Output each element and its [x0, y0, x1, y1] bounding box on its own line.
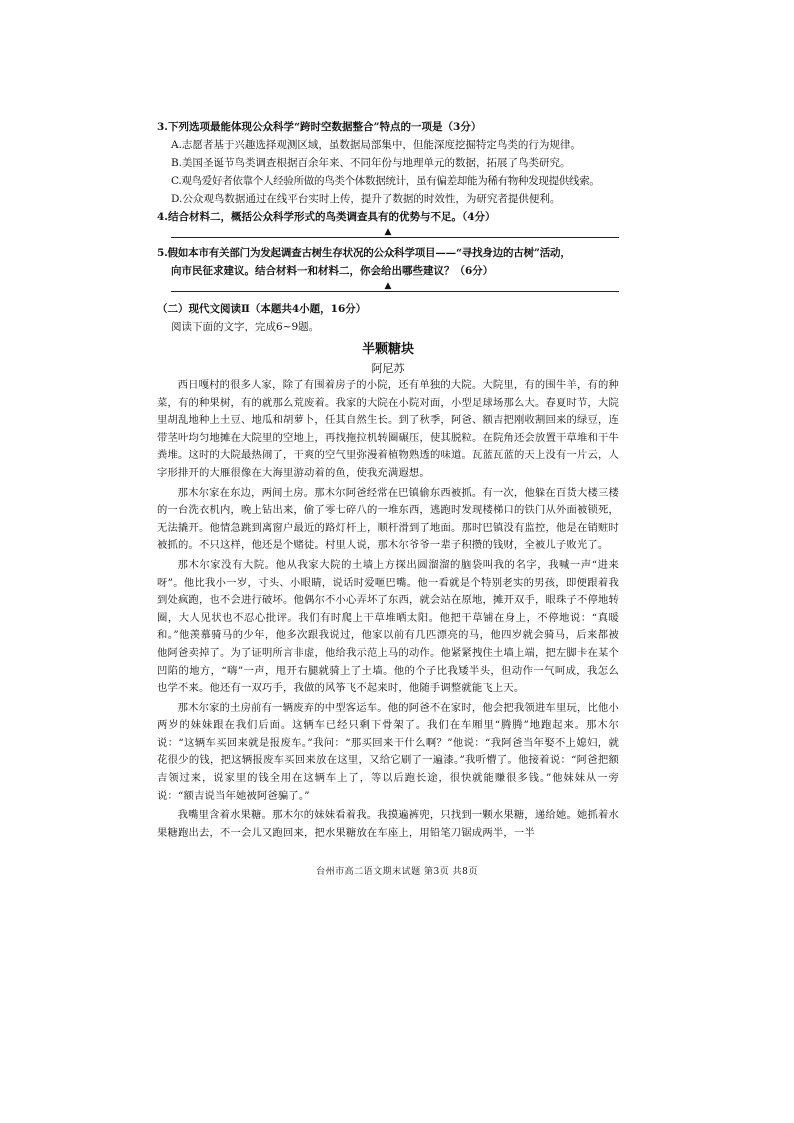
article-paragraph-4: 那木尔家的土房前有一辆废弃的中型客运车。他的阿爸不在家时，他会把我领进车里玩，比他小两岁的妹妹跟在我们后面。这辆车已经只剩下骨架了。我们在车厢里“腾腾”地跑起来。那木尔说：“这辆车买回来就是报废车。”我问：“那买回来干什么啊？”他说：“我阿爸当年娶不上媳妇，就花很少的钱，把这辆报废车买回来放在这里，又给它刷了一遍漆。”我听懵了。他接着说：“阿爸把额吉领过来，说家里的钱全用在这辆车上了，等以后跑长途，很快就能赚很多钱。”他妹妹从一旁说：“额吉说当年她被阿爸骗了。” — [157, 701, 619, 802]
section-heading: （二）现代文阅读Ⅱ（本题共4小题，16分） — [157, 303, 367, 315]
page-content — [157, 118, 619, 842]
answer-marker-icon: ▲ — [384, 281, 392, 291]
question-3-stem: 3.下列选项最能体现公众科学“跨时空数据整合”特点的一项是（3分） — [157, 121, 482, 133]
question-3-option-d: D.公众观鸟数据通过在线平台实时上传，提升了数据的时效性，为研究者提供便利。 — [171, 193, 561, 205]
section-instruction: 阅读下面的文字，完成6~9题。 — [171, 321, 320, 333]
article-paragraph-1: 西日嘎村的很多人家，除了有围着房子的小院，还有单独的大院。大院里，有的围牛羊，有的种菜，有的种果树，有的就那么荒废着。我家的大院在小院对面，小型足球场那么大。春夏时节，大院里胡乱地种上土豆、地瓜和胡萝卜，任其自然生长。到了秋季，阿爸、额吉把刚收割回来的绿豆，连带茎叶均匀地摊在大院里的空地上，再找拖拉机转圈碾压，使其脱粒。在院角还会放置干草堆和干牛粪堆。这时的大院最热闹了，干爽的空气里弥漫着植物熟透的味道。瓦蓝瓦蓝的天上没有一片云，人字形排开的大雁很像在大海里游动着的鱼，使我充满遐想。 — [157, 379, 619, 479]
article-paragraph-2: 那木尔家在东边，两间土房。那木尔阿爸经常在巴镇偷东西被抓。有一次，他躲在百货大楼三楼的一台洗衣机内，晚上钻出来，偷了零七碎八的一堆东西，逃跑时发现楼梯口的铁门从外面被锁死，无法撬开。他情急跳到离窗户最近的路灯杆上，顺杆滑到了地面。那时巴镇没有监控，他是在销赃时被抓的。不只这样，他还是个赌徒。村里人说，那木尔爷爷一辈子积攒的钱财，全被儿子败光了。 — [157, 486, 619, 552]
question-5-stem-line-2: 向市民征求建议。结合材料一和材料二，你会给出哪些建议？（6分） — [171, 265, 494, 277]
question-3-option-a: A.志愿者基于兴趣选择观测区域，虽数据局部集中，但能深度挖掘特定鸟类的行为规律。 — [171, 139, 581, 151]
answer-marker-icon: ▲ — [384, 227, 392, 237]
article-title: 半颗糖块 — [361, 342, 414, 357]
page-footer: 台州市高二语文期末试题 第3页 共8页 — [316, 867, 478, 877]
question-4-answer-line — [157, 226, 619, 244]
article-paragraph-3: 那木尔家没有大院。他从我家大院的土墙上方探出圆溜溜的脑袋叫我的名字，我喊一声“进来呀”。他比我小一岁，寸头、小眼睛，说话时爱咂巴嘴。他一看就是个特别老实的男孩，即便跟着我到处疯跑，也不会进行破坏。他偶尔不小心弄坏了东西，就会站在原地，摊开双手，眼珠子不停地转圈，大人见状也不忍心批评。我们有时爬上干草堆晒太阳。他把干草铺在身上，不停地说：“真暖和。”他羡慕骑马的少年，他多次跟我说过，他家以前有几匹漂亮的马，他四岁就会骑马，后来都被他阿爸卖掉了。为了证明所言非虚，他给我示范上马的动作。他紧紧拽住土墙上端，把左脚卡在某个凹陷的地方，“嗨”一声，甩开右腿就骑上了土墙。他的个子比我矮半头，但动作一气呵成，我怎么也学不来。他还有一双巧手，我做的风筝飞不起来时，他随手调整就能飞上天。 — [157, 558, 619, 695]
question-3-option-c: C.观鸟爱好者依靠个人经验所做的鸟类个体数据统计，虽有偏差却能为稀有物种发现提供线索。 — [171, 175, 600, 187]
answer-rule — [171, 291, 619, 292]
question-5-stem-line-1: 5.假如本市有关部门为发起调查古树生存状况的公众科学项目——“寻找身边的古树”活动， — [157, 247, 571, 259]
question-3-option-b: B.美国圣诞节鸟类调查根据百余年来、不同年份与地理单元的数据，拓展了鸟类研究。 — [171, 157, 571, 169]
article-author: 阿尼苏 — [371, 362, 405, 375]
question-4-stem: 4.结合材料二，概括公众科学形式的鸟类调查具有的优势与不足。（4分） — [157, 211, 496, 223]
article-paragraph-5: 我嘴里含着水果糖。那木尔的妹妹看着我。我摸遍裤兜，只找到一颗水果糖，递给她。她抓着水果糖跑出去，不一会儿又跑回来，把水果糖放在车座上，用铅笔刀锯成两半，一半 — [157, 809, 619, 839]
question-5-answer-line — [157, 280, 619, 298]
answer-rule — [171, 237, 619, 238]
